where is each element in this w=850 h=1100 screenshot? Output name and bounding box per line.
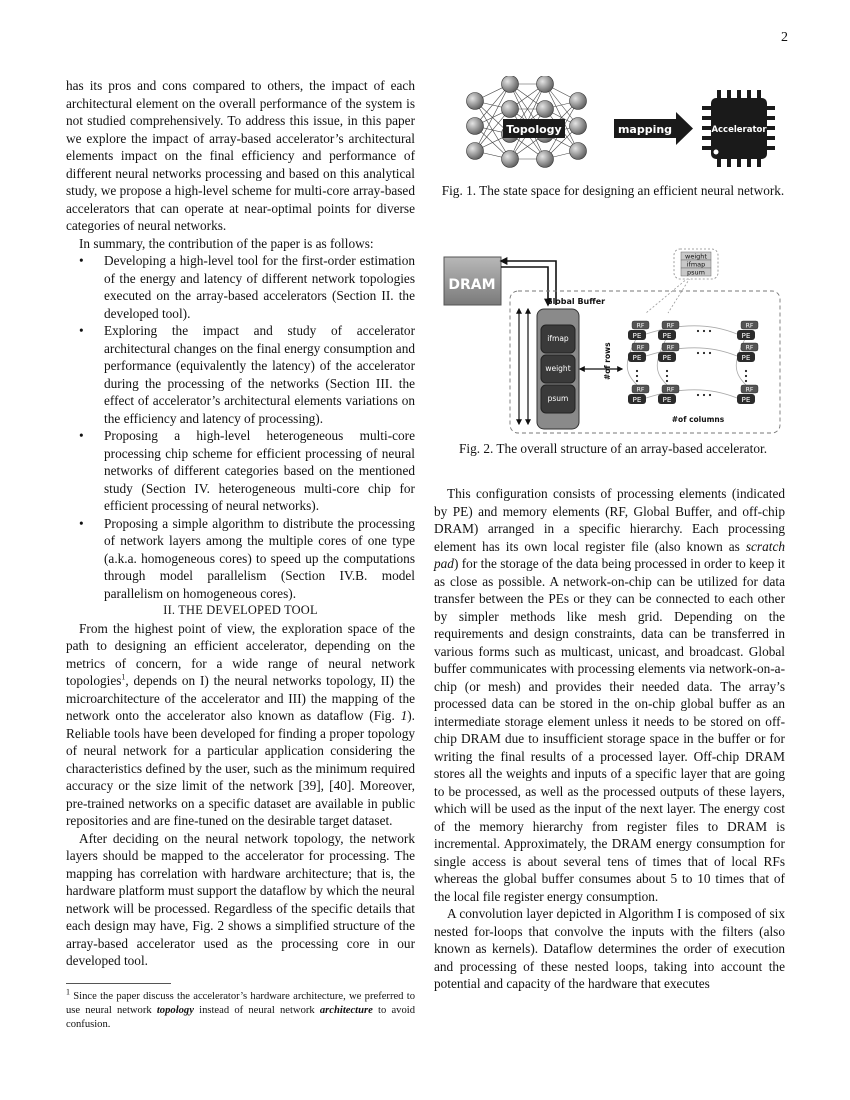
network-node xyxy=(502,76,519,93)
rf-label: RF xyxy=(636,322,645,330)
rf-label: RF xyxy=(745,386,754,394)
page-number: 2 xyxy=(781,30,788,45)
summary-paragraph: In summary, the contribution of the paper is as follows: xyxy=(79,235,374,251)
figure-1-diagram xyxy=(455,76,775,176)
convolution-paragraph: A convolution layer depicted in Algorithm I is composed of six nested for-loops that convolve the inputs with the filters (also known as kernels). Dataflow determines the order of execution and processing of these nested loops, taking into account the potential and capacity of the hardware that executes xyxy=(434,906,785,991)
ellipsis-dot xyxy=(697,394,699,396)
network-node xyxy=(537,101,554,118)
tool-paragraph-1: From the highest point of view, the exploration space of the path to designing an efficient accelerator, depending on the metrics of concern, for a wide range of neural network topologies$^1$, depends on I) the neural networks topology, II) the microarchitecture of the accelerator and III) the mapping of the network onto the accelerator also known as dataflow (Fig. 1). Reliable tools have been developed for finding a proper topology of neural network for a particular application considering the characteristics defined by the user, such as the minimum required accuracy or the size limit of the network [39], [40]. Moreover, pre-trained networks on a specific dataset are available in public repositories and are fine-tuned on the desirable target dataset. xyxy=(66,620,415,828)
footnote-ref[interactable]: 1 xyxy=(121,672,126,682)
contribution-item: • Developing a high-level tool for the first-order estimation of the energy and latency of different network topologies executed on the array-based accelerators (Section II. the developed tool). xyxy=(104,252,415,322)
ellipsis-dot xyxy=(636,375,638,377)
network-node xyxy=(467,143,484,160)
rf-label: RF xyxy=(745,344,754,352)
mapping-arrow xyxy=(676,112,693,145)
ellipsis-dot xyxy=(697,330,699,332)
ellipsis-dot xyxy=(666,370,668,372)
figure-1-caption: Fig. 1. The state space for designing an efficient neural network. xyxy=(441,183,785,198)
tool-paragraph-2: After deciding on the neural network topology, the network layers should be mapped to the accelerator for processing. The mapping has correlation with hardware architecture; that is, the hardware platform must support the dataflow by which the neural network will be processed. Regardless of the specific details that each design may have, Fig. 2 shows a simplified structure of the array-based accelerator used as the processing core in our developed tool. xyxy=(66,830,415,968)
ellipsis-dot xyxy=(745,370,747,372)
left-column xyxy=(66,77,415,970)
legend-weight: weight xyxy=(685,252,707,261)
rf-label: RF xyxy=(666,322,675,330)
network-node xyxy=(467,118,484,135)
contribution-item: • Proposing a simple algorithm to distribute the processing of network layers among the multiple cores of one type (a.k.a. homogeneous cores) to speed up the computations through model parallelism (Section IV.B. model parallelism on homogeneous cores). xyxy=(104,515,415,603)
network-node xyxy=(467,93,484,110)
ellipsis-dot xyxy=(636,370,638,372)
ifmap-label: ifmap xyxy=(547,334,569,343)
contribution-item: • Proposing a high-level heterogeneous multi-core processing chip scheme for efficient processing of neural networks of different categories based on the mentioned study (Section IV. heterogeneous multi-core chip for efficient processing of neural networks). xyxy=(104,427,415,515)
pe-label: PE xyxy=(662,353,672,362)
figure-ref[interactable]: 1 xyxy=(400,708,408,723)
ellipsis-dot xyxy=(703,330,705,332)
rf-label: RF xyxy=(636,386,645,394)
footnote: $^1$ Since the paper discuss the accelerator’s hardware architecture, we preferred to use neural network topology instead of neural network architecture to avoid confusion. xyxy=(66,987,415,1030)
rf-label: RF xyxy=(745,322,754,330)
accelerator-label: Accelerator xyxy=(711,125,767,135)
ellipsis-dot xyxy=(709,394,711,396)
network-node xyxy=(537,151,554,168)
pe-label: PE xyxy=(741,353,751,362)
dram-label: DRAM xyxy=(448,277,496,293)
global-buffer-label: Global Buffer xyxy=(546,297,606,306)
rows-label: #of rows xyxy=(603,342,612,380)
rf-label: RF xyxy=(666,386,675,394)
rf-label: RF xyxy=(666,344,675,352)
psum-label: psum xyxy=(547,394,569,403)
right-column xyxy=(434,485,785,993)
ellipsis-dot xyxy=(709,330,711,332)
network-node xyxy=(570,93,587,110)
legend-psum: psum xyxy=(687,268,705,277)
network-node xyxy=(570,118,587,135)
ellipsis-dot xyxy=(666,380,668,382)
ellipsis-dot xyxy=(709,352,711,354)
chip-dot xyxy=(714,150,719,155)
footnote-rule xyxy=(66,983,171,984)
legend-leader-1 xyxy=(646,278,688,313)
dram-arrow-out xyxy=(501,267,548,305)
figure-2-diagram xyxy=(440,247,785,440)
pe-label: PE xyxy=(632,331,642,340)
topology-label: Topology xyxy=(506,123,562,136)
ellipsis-dot xyxy=(697,352,699,354)
network-node xyxy=(502,101,519,118)
pe-label: PE xyxy=(662,331,672,340)
columns-label: #of columns xyxy=(671,415,725,424)
legend-ifmap: ifmap xyxy=(686,260,706,269)
rf-label: RF xyxy=(636,344,645,352)
intro-paragraph: has its pros and cons compared to others, the impact of each architectural element on the overall performance of the system is not studied comprehensively. To address this issue, in this paper we explore the impact of array-based accelerator’s architectural elements impact on the final efficiency and performance of different neural networks processing and based on this analytical study, we propose a high-level scheme for multi-core array-based accelerators that can operate at near-optimal points for diverse categories of neural networks. xyxy=(66,78,415,233)
section-heading: II. THE DEVELOPED TOOL xyxy=(163,603,318,617)
figure-2-caption: Fig. 2. The overall structure of an array-based accelerator. xyxy=(458,441,768,456)
network-node xyxy=(570,143,587,160)
network-node xyxy=(502,151,519,168)
ellipsis-dot xyxy=(745,380,747,382)
contribution-item: • Exploring the impact and study of accelerator architectural changes on the final energy consumption and performance (equivalently the latency) of the accelerator during the processing of the networks (Section III. the effect of accelerator’s architectural elements variations on the efficiency and latency of processing). xyxy=(104,322,415,427)
ellipsis-dot xyxy=(666,375,668,377)
ellipsis-dot xyxy=(703,394,705,396)
ellipsis-dot xyxy=(703,352,705,354)
config-paragraph: This configuration consists of processing elements (indicated by PE) and memory elements (RF, Global Buffer, and off-chip DRAM) arranged in a specific hierarchy. Each processing element has its own local register file (also known as scratch pad) for the storage of the data being processed in order to keep it as close as possible. A network-on-chip can be utilized for data transfer between the PEs or they can be connected to each other by simpler methods like mesh grid. Depending on the requirements and design constraints, data can be transferred in various forms such as multicast, unicast, and broadcast. Global buffer communicates with processing elements via network-on-a-chip (or mesh) and provides their needed data. The array’s processed data can be stored in the on-chip global buffer as an intermediate storage element unless it needs to be stored on off-chip DRAM due to insufficient storage space in the buffer or for writing the final results of a processed layer. Off-chip DRAM stores all the weights and inputs of a specific layer that are going to be processed, as well as the processed outputs of these layers, which will be used as the input of the next layer. The energy cost of the memory hierarchy from register files to DRAM is incremental. Approximately, the DRAM energy consumption for single access is about several tens of times that of local RFs whereas the global buffer consumes about 5 to 10 times that of the local file register energy consumption. xyxy=(434,486,785,904)
network-node xyxy=(537,76,554,93)
pe-label: PE xyxy=(741,395,751,404)
mapping-label: mapping xyxy=(617,123,673,136)
ellipsis-dot xyxy=(636,380,638,382)
legend-leader-2 xyxy=(668,278,690,313)
weight-label: weight xyxy=(545,364,571,373)
contribution-list xyxy=(66,252,415,602)
pe-label: PE xyxy=(741,331,751,340)
pe-label: PE xyxy=(632,353,642,362)
ellipsis-dot xyxy=(745,375,747,377)
pe-label: PE xyxy=(662,395,672,404)
pe-label: PE xyxy=(632,395,642,404)
